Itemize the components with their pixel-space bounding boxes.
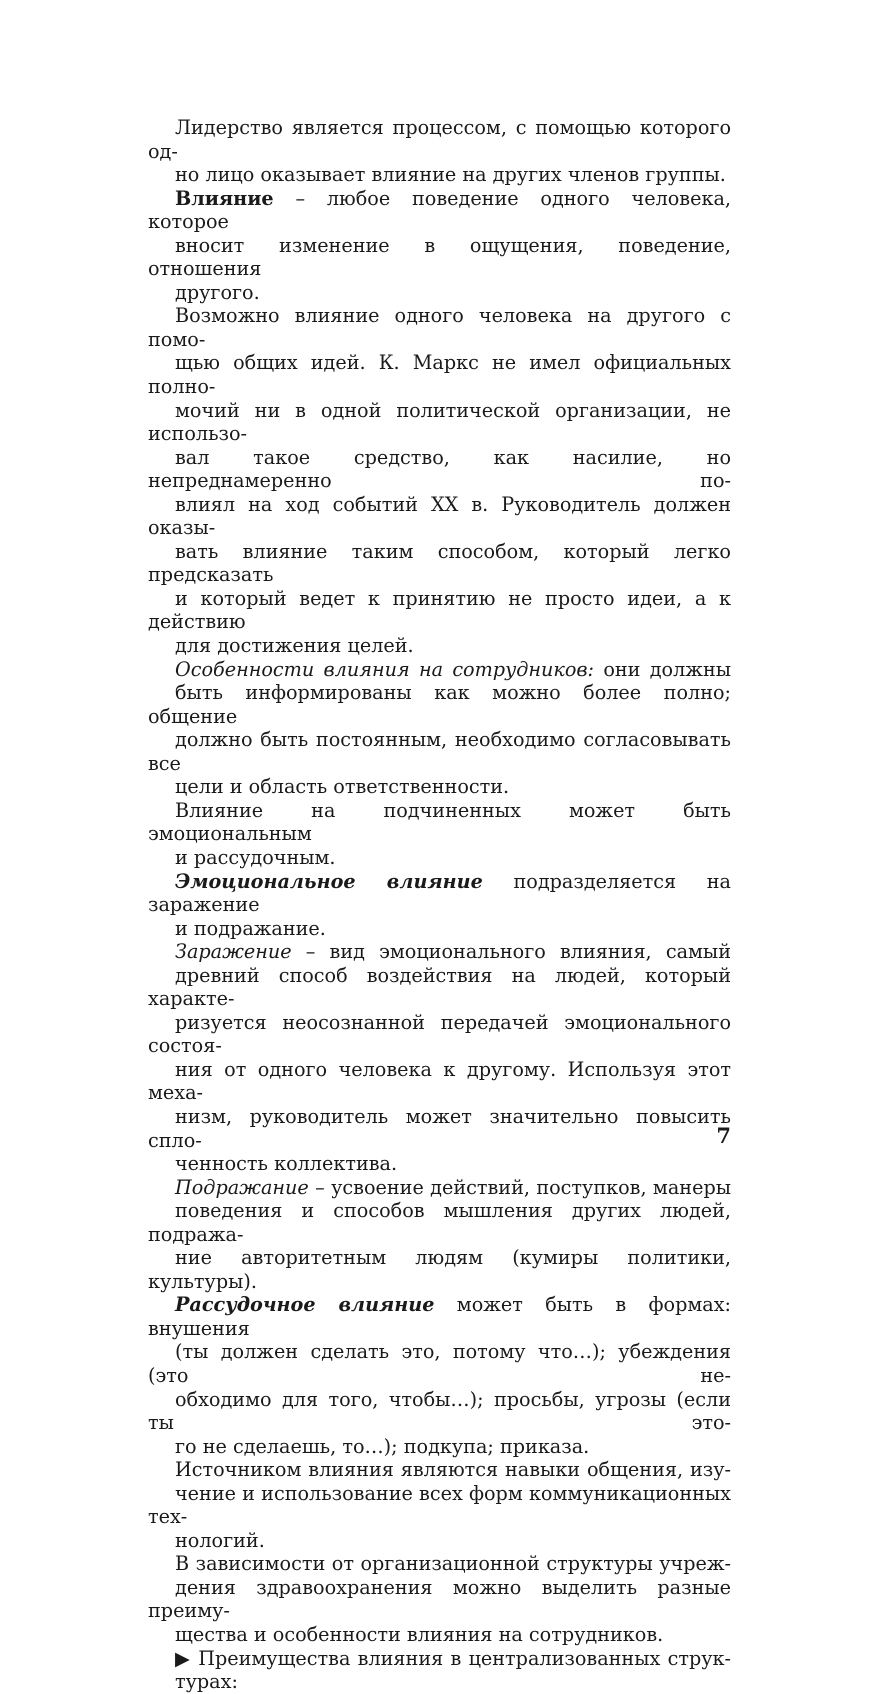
text-run: (ты должен сделать это, потому что…); убеждения (это не- [148, 1340, 731, 1387]
text-line [148, 234, 731, 281]
text-run: дения здравоохранения можно выделить разные преиму- [148, 1575, 731, 1623]
text-line [148, 304, 731, 351]
text-run: и подражание. [175, 916, 326, 940]
text-line [148, 799, 731, 846]
text-run: го не сделаешь, то…); подкупа; приказа. [175, 1434, 590, 1458]
text-run: чение и использование всех форм коммуникационных тех- [148, 1481, 731, 1529]
text-run: щества и особенности влияния на сотрудников. [175, 1623, 664, 1646]
text-line [148, 1199, 731, 1246]
paragraph [148, 1458, 731, 1552]
text-line [148, 1623, 731, 1647]
text-run: Источником влияния являются навыки общения, изу- [175, 1458, 731, 1482]
text-line [148, 1388, 731, 1435]
emphasis-term: Рассудочное влияние [175, 1293, 435, 1317]
paragraph [148, 116, 731, 187]
text-run: они должны [594, 657, 732, 681]
emphasis-term: Особенности влияния на сотрудников: [175, 657, 595, 681]
text-line [148, 1011, 731, 1058]
text-run: для достижения целей. [175, 634, 414, 658]
text-run: вносит изменение в ощущения, поведение, отношения [148, 233, 731, 281]
text-line [148, 187, 731, 234]
paragraph [148, 799, 731, 870]
text-run: низм, руководитель может значительно повысить спло- [148, 1104, 731, 1152]
text-line [148, 1458, 731, 1482]
paragraph [148, 940, 731, 1175]
emphasis-term: Заражение [175, 940, 292, 964]
text-run: ▶ Преимущества влияния в централизованных струк- [175, 1646, 731, 1670]
text-line [148, 1529, 731, 1553]
text-run: другого. [175, 280, 260, 304]
text-line [148, 399, 731, 446]
paragraph [148, 304, 731, 657]
text-line [148, 775, 731, 799]
text-run: ризуется неосознанной передачей эмоционального состоя- [148, 1010, 731, 1058]
text-line [148, 1670, 731, 1694]
paragraph [148, 187, 731, 305]
text-run: быть информированы как можно более полно; общение [148, 681, 731, 728]
emphasis-term: Эмоциональное влияние [175, 869, 483, 893]
body-text [148, 116, 731, 1694]
text-line [148, 681, 731, 728]
text-line [148, 493, 731, 540]
text-run: турах: [175, 1670, 238, 1694]
text-line [148, 658, 731, 682]
text-line [148, 1482, 731, 1529]
text-run: – любое поведение одного человека, которое [148, 186, 731, 234]
paragraph [148, 658, 731, 799]
text-line [148, 940, 731, 964]
text-line [148, 1435, 731, 1459]
text-run: ния от одного человека к другому. Используя этот меха- [148, 1057, 731, 1105]
text-run: обходимо для того, чтобы…); просьбы, угрозы (если ты это- [148, 1387, 731, 1435]
text-run: древний способ воздействия на людей, который характе- [148, 963, 731, 1011]
text-run: мочий ни в одной политической организации, не использо- [148, 398, 731, 446]
text-line [148, 917, 731, 941]
text-line [148, 540, 731, 587]
text-line [148, 116, 731, 163]
text-run: нологий. [175, 1528, 265, 1552]
text-run: может быть в формах: внушения [148, 1293, 732, 1340]
text-line [148, 964, 731, 1011]
text-line [148, 870, 731, 917]
paragraph [148, 1176, 731, 1294]
text-line [148, 281, 731, 305]
text-run: В зависимости от организационной структуры учреж- [175, 1552, 731, 1576]
text-line [148, 846, 731, 870]
text-run: щью общих идей. К. Маркс не имел официальных полно- [148, 351, 731, 399]
emphasis-term: Влияние [175, 186, 274, 210]
text-line [148, 1340, 731, 1387]
text-line [148, 351, 731, 398]
emphasis-term: Подражание [175, 1175, 309, 1199]
text-run: Возможно влияние одного человека на другого с помо- [148, 304, 731, 351]
text-run: – усвоение действий, поступков, манеры [308, 1175, 731, 1199]
paragraph [148, 870, 731, 941]
text-line [148, 1647, 731, 1671]
text-run: подразделяется на заражение [148, 869, 731, 917]
text-line [148, 634, 731, 658]
text-run: и который ведет к принятию не просто идеи, а к действию [148, 586, 731, 634]
text-run: должно быть постоянным, необходимо согласовывать все [148, 728, 731, 775]
text-line [148, 446, 731, 493]
text-run: – вид эмоционального влияния, самый [291, 940, 731, 964]
text-line [148, 1293, 731, 1340]
text-run: Влияние на подчиненных может быть эмоциональным [148, 798, 731, 846]
text-line [148, 1552, 731, 1576]
text-line [148, 728, 731, 775]
text-run: вать влияние таким способом, который легко предсказать [148, 539, 731, 587]
text-line [148, 163, 731, 187]
text-run: поведения и способов мышления других людей, подража- [148, 1199, 731, 1246]
text-line [148, 1176, 731, 1200]
text-run: Лидерство является процессом, с помощью которого од- [148, 116, 731, 163]
text-run: ние авторитетным людям (кумиры политики, культуры). [148, 1246, 731, 1293]
text-line [148, 1058, 731, 1105]
text-line [148, 587, 731, 634]
paragraph [148, 1552, 731, 1646]
paragraph [148, 1647, 731, 1694]
text-run: цели и область ответственности. [175, 775, 510, 799]
text-run: но лицо оказывает влияние на других членов группы. [175, 163, 726, 187]
text-run: и рассудочным. [175, 845, 336, 869]
text-line [148, 1576, 731, 1623]
text-run: вал такое средство, как насилие, но непреднамеренно по- [148, 445, 731, 493]
text-run: ченность коллектива. [175, 1152, 398, 1176]
text-line [148, 1105, 731, 1152]
page-number: 7 [716, 1123, 731, 1148]
text-run: влиял на ход событий XX в. Руководитель должен оказы- [148, 492, 731, 540]
text-line [148, 1152, 731, 1176]
text-line [148, 1246, 731, 1293]
paragraph [148, 1293, 731, 1458]
